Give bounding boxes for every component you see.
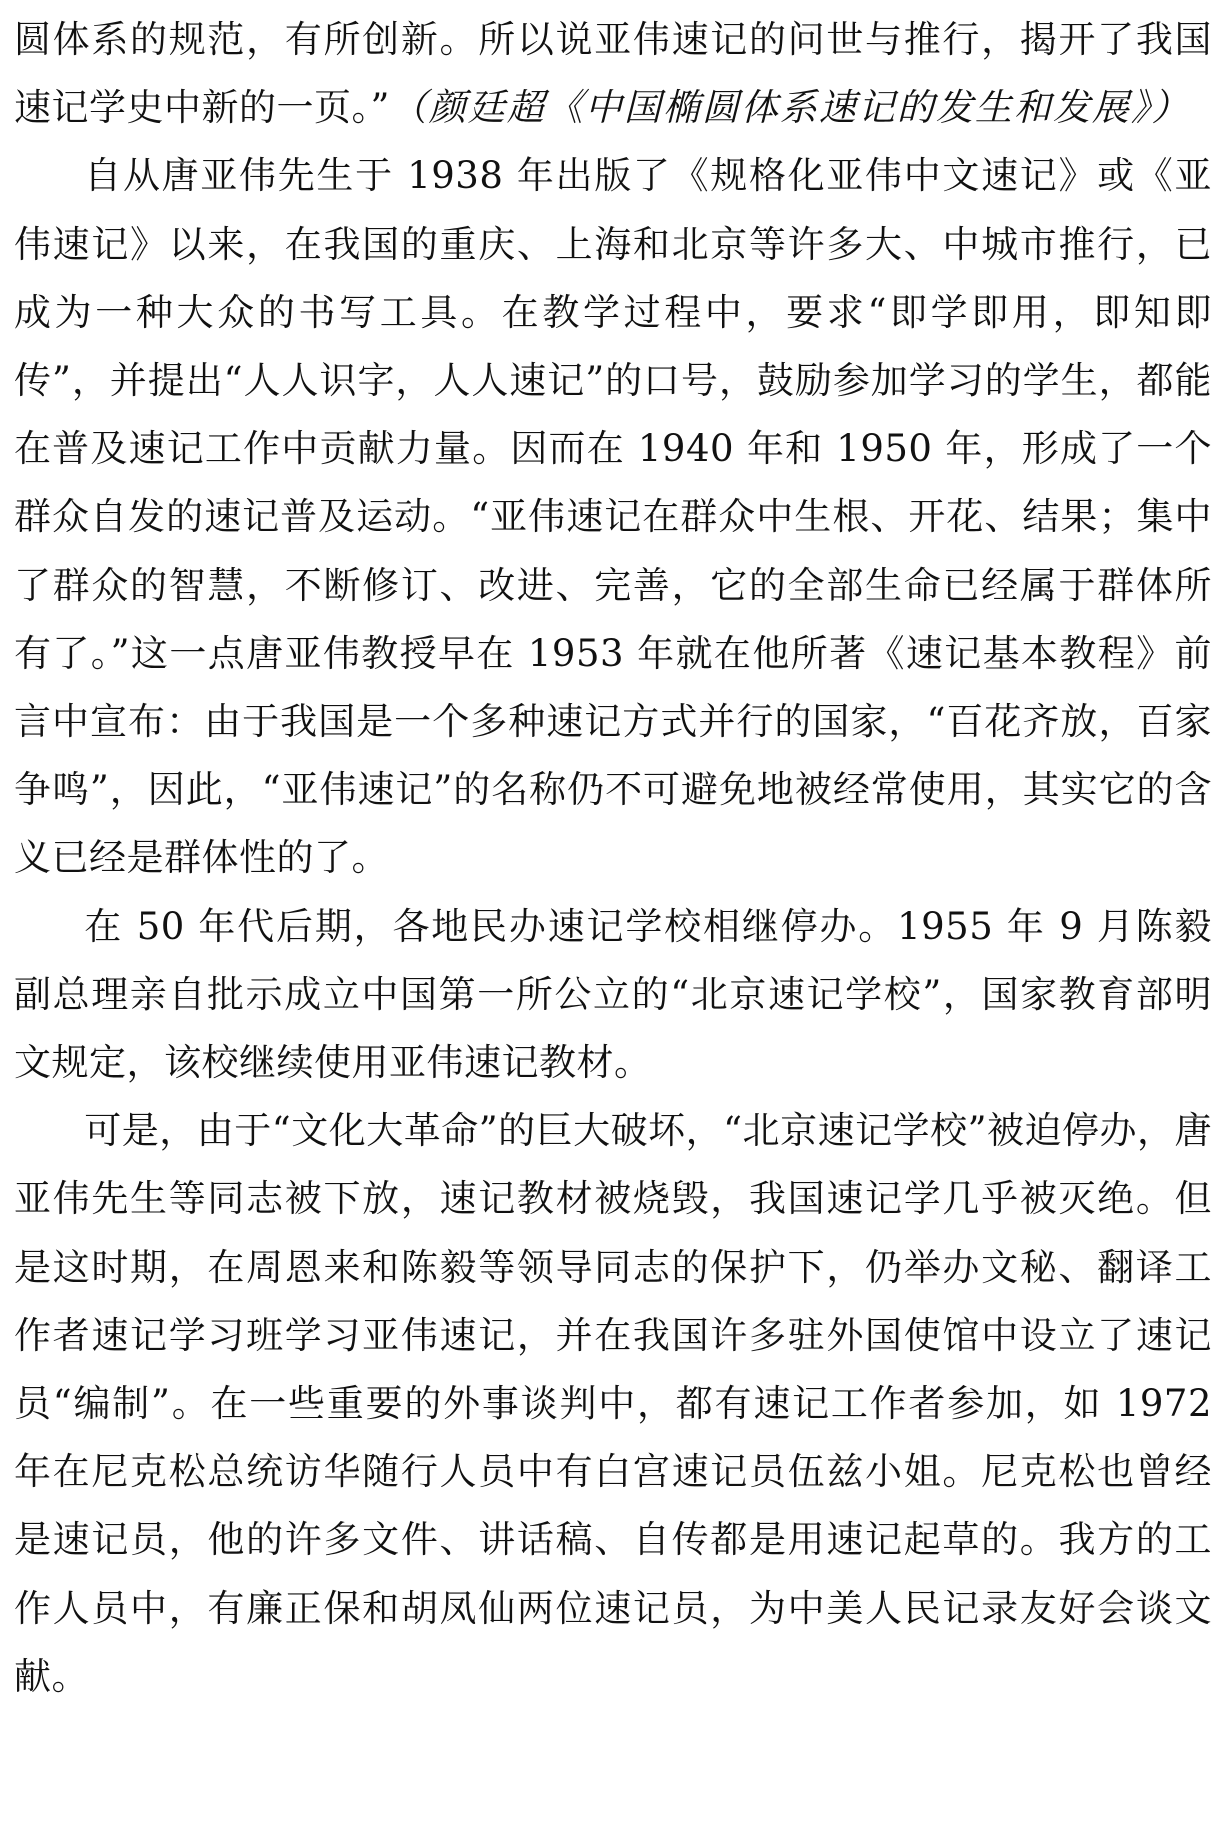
paragraph-3 (14, 893, 1212, 1098)
paragraph-2-text: 自从唐亚伟先生于 1938 年出版了《规格化亚伟中文速记》或《亚伟速记》以来，在我国的重庆、上海和北京等许多大、中城市推行，已成为一种大众的书写工具。在教学过程中，要求“即学即用，即知即传”，并提出“人人识字，人人速记”的口号，鼓励参加学习的学生，都能在普及速记工作中贡献力量。因而在 1940 年和 1950 年，形成了一个群众自发的速记普及运动。“亚伟速记在群众中生根、开花、结果；集中了群众的智慧，不断修订、改进、完善，它的全部生命已经属于群体所有了。”这一点唐亚伟教授早在 1953 年就在他所著《速记基本教程》前言中宣布：由于我国是一个多种速记方式并行的国家，“百花齐放，百家争鸣”，因此，“亚伟速记”的名称仍不可避免地被经常使用，其实它的含义已经是群体性的了。 (14, 154, 1212, 880)
paragraph-4 (14, 1097, 1212, 1711)
paragraph-4-text: 可是，由于“文化大革命”的巨大破坏，“北京速记学校”被迫停办，唐亚伟先生等同志被下放，速记教材被烧毁，我国速记学几乎被灭绝。但是这时期，在周恩来和陈毅等领导同志的保护下，仍举办文秘、翻译工作者速记学习班学习亚伟速记，并在我国许多驻外国使馆中设立了速记员“编制”。在一些重要的外事谈判中，都有速记工作者参加，如 1972 年在尼克松总统访华随行人员中有白宫速记员伍兹小姐。尼克松也曾经是速记员，他的许多文件、讲话稿、自传都是用速记起草的。我方的工作人员中，有廉正保和胡凤仙两位速记员，为中美人民记录友好会谈文献。 (14, 1109, 1212, 1698)
paragraph-1-text: 圆体系的规范，有所创新。所以说亚伟速记的问世与推行，揭开了我国速记学史中新的一页。” (14, 18, 1212, 130)
paragraph-2 (14, 142, 1212, 892)
paragraph-3-text: 在 50 年代后期，各地民办速记学校相继停办。1955 年 9 月陈毅副总理亲自批示成立中国第一所公立的“北京速记学校”，国家教育部明文规定，该校继续使用亚伟速记教材。 (14, 904, 1212, 1085)
paragraph-1 (14, 6, 1212, 142)
citation: （颜廷超《中国椭圆体系速记的发生和发展》） (389, 86, 1191, 130)
